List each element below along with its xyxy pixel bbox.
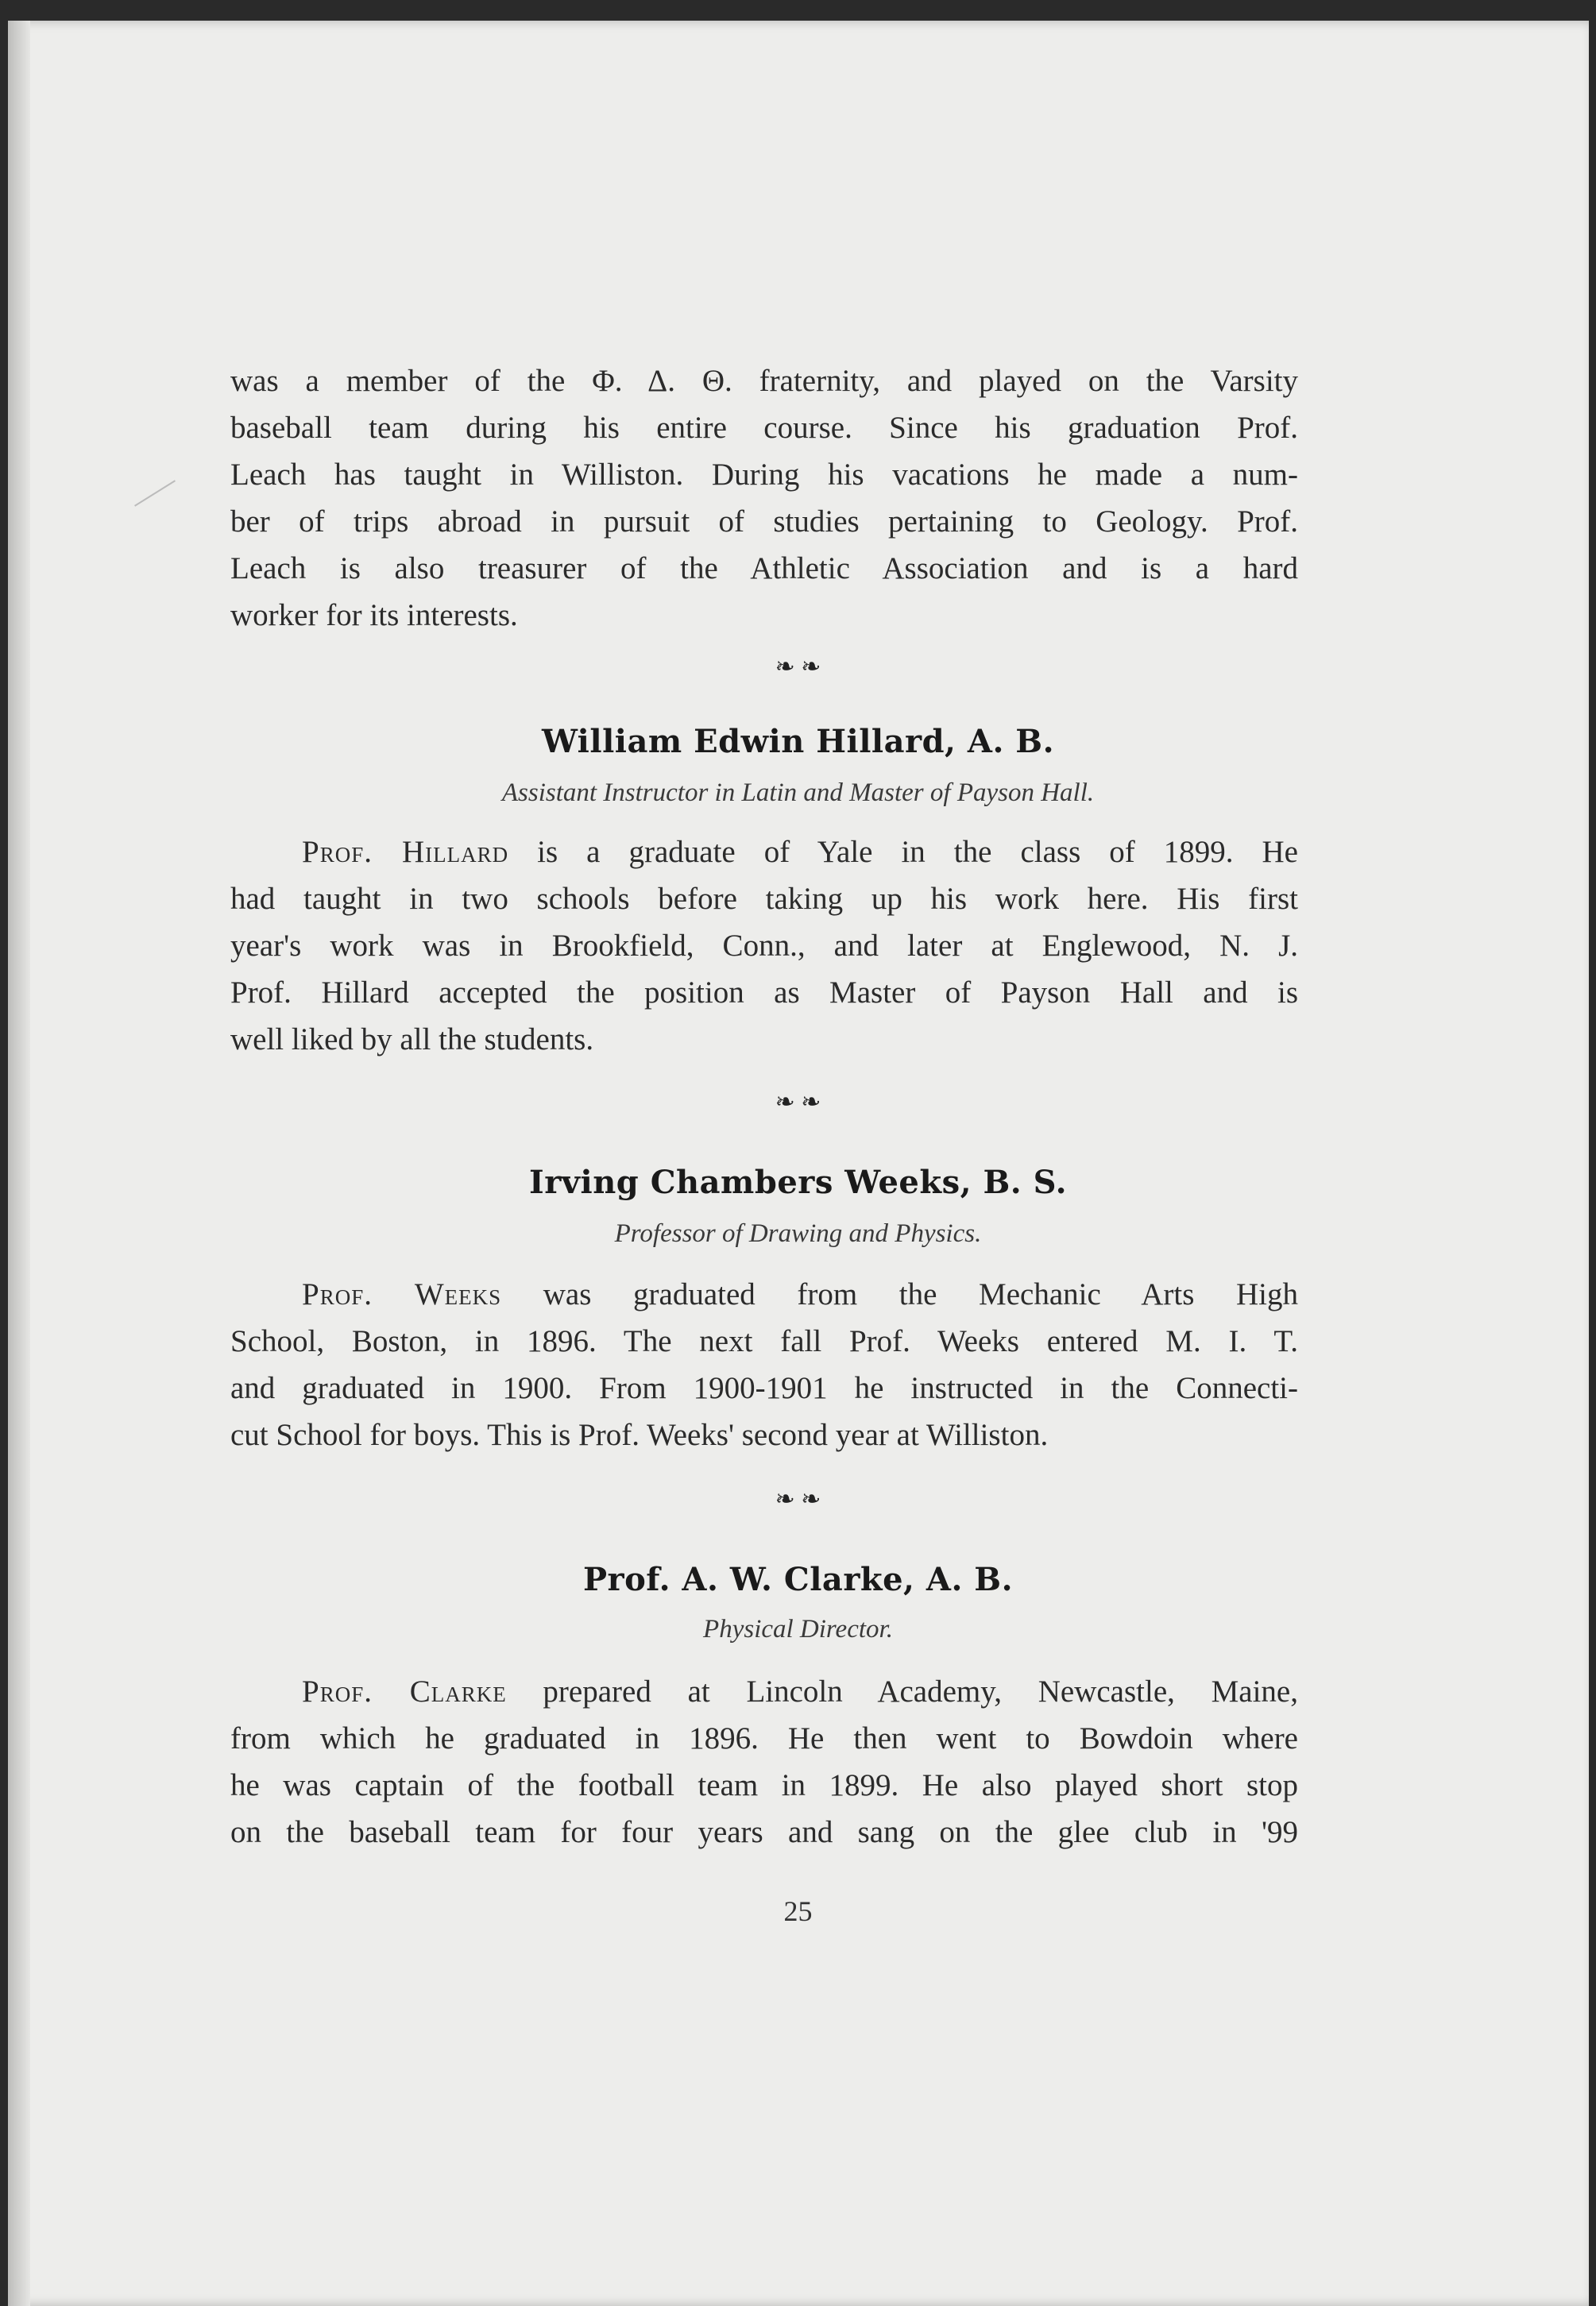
line-text: is a graduate of Yale in the class of 1899. He xyxy=(508,835,1298,869)
section-ornament: ❧ ❧ xyxy=(775,1089,821,1115)
text-line: ber of trips abroad in pursuit of studies pertaining to Geology. Prof. xyxy=(230,504,1298,539)
section-heading-clarke: Prof. A. W. Clarke, A. B. xyxy=(582,1561,1014,1598)
text-line xyxy=(230,1668,1298,1715)
text-line: he was captain of the football team in 1899. He also played short stop xyxy=(230,1768,1298,1802)
text-line: cut School for boys. This is Prof. Weeks' second year at Williston. xyxy=(230,1418,1049,1452)
text-line: Prof. Hillard accepted the position as Master of Payson Hall and is xyxy=(230,975,1298,1010)
text-line: and graduated in 1900. From 1900-1901 he instructed in the Connecti- xyxy=(230,1371,1298,1405)
text-line: on the baseball team for four years and sang on the glee club in '99 xyxy=(230,1815,1298,1849)
section-subtitle-hillard: Assistant Instructor in Latin and Master of Payson Hall. xyxy=(501,778,1095,807)
text-line xyxy=(230,829,1298,875)
text-line: Leach has taught in Williston. During his vacations he made a num- xyxy=(230,458,1298,492)
text-line: was a member of the Φ. Δ. Θ. fraternity, and played on the Varsity xyxy=(230,364,1298,398)
paragraph-clarke xyxy=(230,1668,1298,1856)
text-line: baseball team during his entire course. Since his graduation Prof. xyxy=(230,411,1298,445)
text-line: from which he graduated in 1896. He then went to Bowdoin where xyxy=(230,1721,1298,1756)
section-heading-hillard: William Edwin Hillard, A. B. xyxy=(541,723,1055,760)
text-line: had taught in two schools before taking up his work here. His first xyxy=(230,882,1298,916)
intro-paragraph xyxy=(230,357,1298,639)
section-subtitle-clarke: Physical Director. xyxy=(703,1615,893,1644)
text-line: Leach is also treasurer of the Athletic Association and is a hard xyxy=(230,551,1298,585)
text-line: year's work was in Brookfield, Conn., and later at Englewood, N. J. xyxy=(230,929,1298,963)
lead-name: Prof. Hillard xyxy=(302,835,509,869)
paragraph-weeks xyxy=(230,1271,1298,1458)
text-line: well liked by all the students. xyxy=(230,1022,594,1056)
section-ornament: ❧ ❧ xyxy=(775,654,821,680)
paragraph-hillard xyxy=(230,829,1298,1063)
section-heading-weeks: Irving Chambers Weeks, B. S. xyxy=(529,1164,1067,1201)
page-number: 25 xyxy=(783,1895,813,1927)
section-subtitle-weeks: Professor of Drawing and Physics. xyxy=(614,1219,982,1248)
line-text: prepared at Lincoln Academy, Newcastle, Maine, xyxy=(506,1674,1298,1709)
line-text: was graduated from the Mechanic Arts High xyxy=(501,1277,1298,1311)
text-line: worker for its interests. xyxy=(230,598,518,632)
text-line: School, Boston, in 1896. The next fall Prof. Weeks entered M. I. T. xyxy=(230,1324,1298,1358)
lead-name: Prof. Clarke xyxy=(302,1674,507,1709)
section-ornament: ❧ ❧ xyxy=(775,1486,821,1512)
text-line xyxy=(230,1271,1298,1318)
lead-name: Prof. Weeks xyxy=(302,1277,502,1311)
